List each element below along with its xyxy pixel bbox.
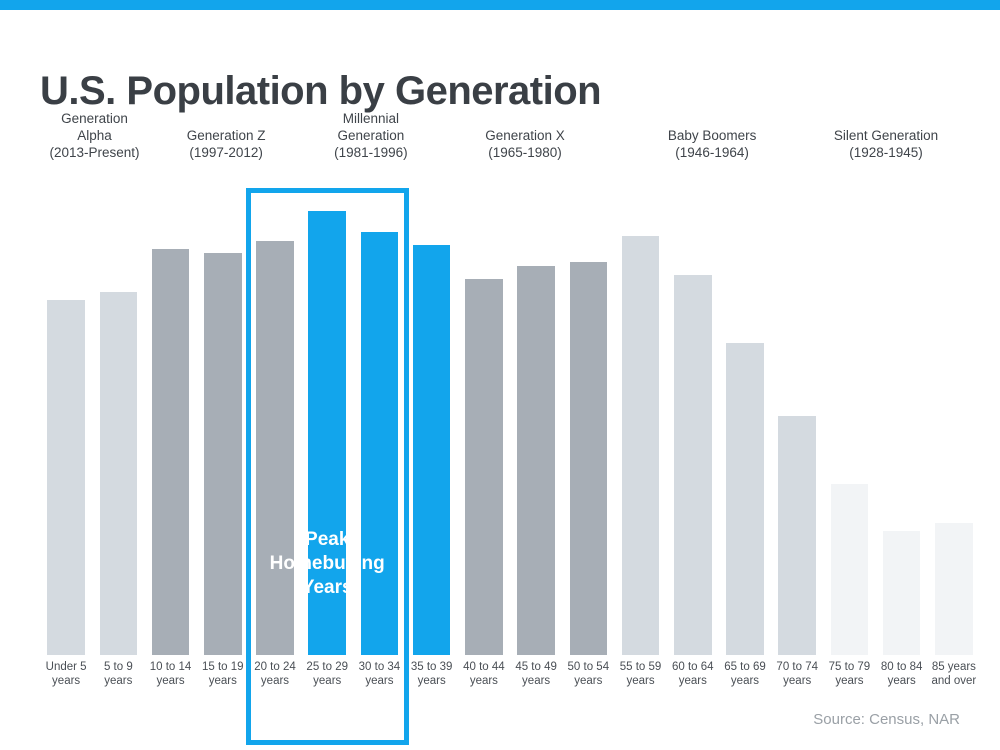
- generation-years: (1946-1964): [675, 145, 749, 160]
- category-label: [92, 660, 144, 688]
- category-label: [823, 660, 875, 688]
- category-label-line1: 50 to 54: [567, 661, 610, 673]
- category-label-line1: 85 years: [931, 661, 976, 673]
- generation-label: [291, 110, 451, 161]
- bar: [100, 292, 138, 655]
- category-label-line1: 60 to 64: [671, 661, 714, 673]
- category-label: [353, 660, 405, 688]
- generation-name: Millennial: [342, 111, 399, 126]
- category-label-line1: 45 to 49: [515, 661, 557, 673]
- generation-years: (2013-Present): [49, 145, 140, 160]
- bar: [152, 249, 190, 655]
- category-label-line1: Under 5: [45, 661, 87, 673]
- category-label-line1: 35 to 39: [410, 661, 453, 673]
- category-label: [719, 660, 771, 688]
- bar: [778, 416, 816, 655]
- category-label-line1: 80 to 84: [880, 661, 923, 673]
- category-label: [614, 660, 666, 688]
- category-label: [301, 660, 353, 688]
- bar: [517, 266, 555, 655]
- category-label-line1: 30 to 34: [358, 661, 401, 673]
- category-label-line2: and over: [931, 675, 977, 687]
- bar: [413, 245, 451, 655]
- category-label-line2: years: [835, 675, 864, 687]
- category-label: [144, 660, 196, 688]
- bar: [935, 523, 973, 655]
- category-label-line2: years: [313, 675, 342, 687]
- peak-label-line-1: Peak: [305, 529, 350, 550]
- category-label-line2: years: [104, 675, 133, 687]
- generation-label-group: [40, 110, 980, 170]
- category-label-line1: 15 to 19: [201, 661, 244, 673]
- category-label-line1: 70 to 74: [776, 661, 818, 673]
- bar: [47, 300, 85, 655]
- category-label-line1: 40 to 44: [463, 661, 505, 673]
- generation-name: Generation X: [485, 128, 565, 143]
- generation-years: (1965-1980): [488, 145, 562, 160]
- category-label-line1: 65 to 69: [724, 661, 766, 673]
- category-label-line2: years: [678, 675, 707, 687]
- category-label: [876, 660, 928, 688]
- generation-name: Generation Z: [186, 128, 266, 143]
- category-label: [771, 660, 823, 688]
- chart-source: Source: Census, NAR: [813, 711, 960, 728]
- bar: [674, 275, 712, 655]
- bar: [204, 253, 242, 655]
- category-label-line1: 10 to 14: [149, 661, 192, 673]
- category-label-line2: years: [469, 675, 498, 687]
- category-label: [928, 660, 980, 688]
- category-label-line1: 55 to 59: [619, 661, 662, 673]
- category-label-line2: years: [887, 675, 916, 687]
- bar-chart: [40, 185, 980, 655]
- generation-name: Baby Boomers: [667, 128, 757, 143]
- category-label-line2: years: [156, 675, 185, 687]
- category-label: [458, 660, 510, 688]
- category-label-line2: years: [417, 675, 446, 687]
- category-label-line1: 5 to 9: [103, 661, 133, 673]
- category-label-line2: years: [208, 675, 237, 687]
- category-label-line2: years: [52, 675, 81, 687]
- category-label: [249, 660, 301, 688]
- category-label: [510, 660, 562, 688]
- category-label: [667, 660, 719, 688]
- generation-name-cont: Alpha: [77, 128, 112, 143]
- generation-label: [632, 127, 792, 161]
- bar: [622, 236, 660, 655]
- category-label-line2: years: [260, 675, 290, 687]
- generation-years: (1981-1996): [334, 145, 408, 160]
- bar: [465, 279, 503, 655]
- generation-label: [146, 127, 306, 161]
- generation-years: (1928-1945): [849, 145, 923, 160]
- generation-name-cont: Generation: [337, 128, 405, 143]
- category-label-line2: years: [783, 675, 812, 687]
- accent-top-bar: [0, 0, 1000, 10]
- peak-homebuying-label: [246, 528, 409, 600]
- generation-name: Silent Generation: [833, 128, 939, 143]
- bar: [883, 531, 921, 655]
- category-label-line1: 25 to 29: [306, 661, 348, 673]
- category-label-line2: years: [730, 675, 760, 687]
- category-label-line2: years: [365, 675, 394, 687]
- category-label-line2: years: [522, 675, 551, 687]
- bar: [831, 484, 869, 655]
- page-title: U.S. Population by Generation: [40, 68, 602, 113]
- category-label: [406, 660, 458, 688]
- peak-label-line-2: Homebuying: [269, 553, 385, 574]
- generation-years: (1997-2012): [189, 145, 263, 160]
- bar: [726, 343, 764, 655]
- category-label-group: [40, 660, 980, 705]
- category-label-line2: years: [626, 675, 655, 687]
- generation-name: Generation: [61, 111, 128, 126]
- peak-label-line-3: Years: [301, 577, 353, 598]
- category-label: [197, 660, 249, 688]
- category-label: [40, 660, 92, 688]
- category-label-line1: 20 to 24: [254, 661, 296, 673]
- category-label: [562, 660, 614, 688]
- category-label-line2: years: [574, 675, 603, 687]
- generation-label: [797, 127, 976, 161]
- bar: [570, 262, 608, 655]
- category-label-line1: 75 to 79: [828, 661, 871, 673]
- generation-label: [445, 127, 605, 161]
